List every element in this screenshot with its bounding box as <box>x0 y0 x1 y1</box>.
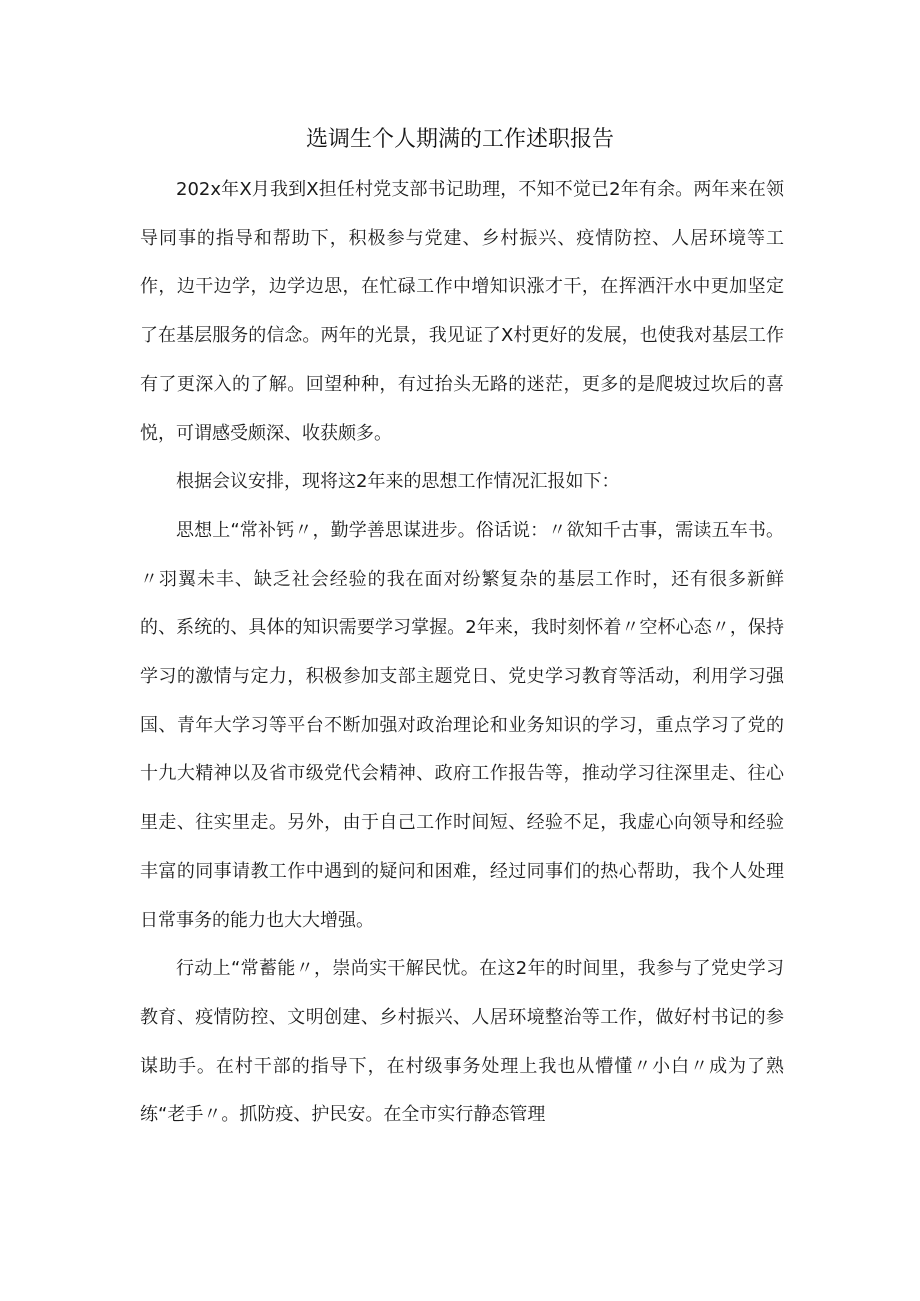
document-body <box>140 166 784 1140</box>
paragraph-action: 行动上“常蓄能〃，崇尚实干解民忧。在这2年的时间里，我参与了党史学习教育、疫情防控、文明创建、乡村振兴、人居环境整治等工作，做好村书记的参谋助手。在村干部的指导下，在村级事务处理上我也从懵懂〃小白〃成为了熟练“老手〃。抓防疫、护民安。在全市实行静态管理 <box>140 958 784 1126</box>
paragraph-thought: 思想上“常补钙〃，勤学善思谋进步。俗话说：〃欲知千古事，需读五车书。〃羽翼未丰、缺乏社会经验的我在面对纷繁复杂的基层工作时，还有很多新鲜的、系统的、具体的知识需要学习掌握。2年来，我时刻怀着〃空杯心态〃，保持学习的激情与定力，积极参加支部主题党日、党史学习教育等活动，利用学习强国、青年大学习等平台不断加强对政治理论和业务知识的学习，重点学习了党的十九大精神以及省市级党代会精神、政府工作报告等，推动学习往深里走、往心里走、往实里走。另外，由于自己工作时间短、经验不足，我虚心向领导和经验丰富的同事请教工作中遇到的疑问和困难，经过同事们的热心帮助，我个人处理日常事务的能力也大大增强。 <box>140 519 784 931</box>
paragraph-intro: 202x年X月我到X担任村党支部书记助理，不知不觉已2年有余。两年来在领导同事的指导和帮助下，积极参与党建、乡村振兴、疫情防控、人居环境等工作，边干边学，边学边思，在忙碌工作中增知识涨才干，在挥洒汗水中更加坚定了在基层服务的信念。两年的光景，我见证了X村更好的发展，也使我对基层工作有了更深入的了解。回望种种，有过抬头无路的迷茫，更多的是爬坡过坎后的喜悦，可谓感受颇深、收获颇多。 <box>140 179 784 444</box>
document-title: 选调生个人期满的工作述职报告 <box>305 127 614 152</box>
paragraph-report-lead: 根据会议安排，现将这2年来的思想工作情况汇报如下： <box>176 471 620 493</box>
